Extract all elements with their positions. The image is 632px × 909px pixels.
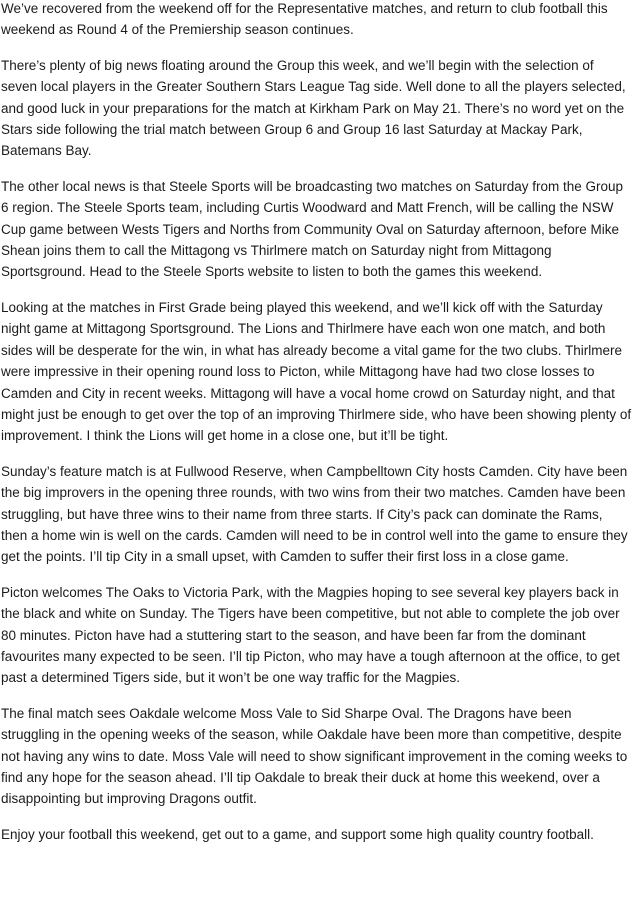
paragraph-broadcast: The other local news is that Steele Sports will be broadcasting two matches on Saturday from the Group 6 region. The Steele Sports team, including Curtis Woodward and Matt French, will be calling the NSW Cup game between Wests Tigers and Norths from Community Oval on Saturday afternoon, before Mike Shean joins them to call the Mittagong vs Thirlmere match on Saturday night from Mittagong Sportsground. Head to the Steele Sports website to listen to both the games this weekend. [1,178,624,280]
paragraph-stars-selection: There’s plenty of big news floating around the Group this week, and we’ll begin with the selection of seven local players in the Greater Southern Stars League Tag side. Well done to all the players selected, and good luck in your preparations for the match at Kirkham Park on May 21. There’s no word yet on the Stars side following the trial match between Group 6 and Group 16 last Saturday at Mackay Park, Batemans Bay. [1,57,626,159]
paragraph-picton-oaks: Picton welcomes The Oaks to Victoria Park, with the Magpies hoping to see several key players back in the black and white on Sunday. The Tigers have been competitive, but not able to complete the job over 80 minutes. Picton have had a stuttering start to the season, and have been far from the dominant favourites many expected to be seen. I’ll tip Picton, who may have a tough afternoon at the office, to get past a determined Tigers side, but it won’t be one way traffic for the Magpies. [1,584,620,686]
paragraph-closing: Enjoy your football this weekend, get out to a game, and support some high quality country football. [1,826,594,842]
paragraph-intro: We’ve recovered from the weekend off for the Representative matches, and return to club football this weekend as Round 4 of the Premiership season continues. [1,1,608,38]
paragraph-mittagong-thirlmere: Looking at the matches in First Grade being played this weekend, and we’ll kick off with the Saturday night game at Mittagong Sportsground. The Lions and Thirlmere have each won one match, and both sides will be desperate for the win, in what has already become a vital game for the two clubs. Thirlmere were impressive in their opening round loss to Picton, while Mittagong have had two close losses to Camden and City in recent weeks. Mittagong will have a vocal home crowd on Saturday night, and that might just be enough to get over the top of an improving Thirlmere side, who have been showing plenty of improvement. I think the Lions will get home in a close one, but it’ll be tight. [1,299,632,444]
paragraph-oakdale-mossvale: The final match sees Oakdale welcome Moss Vale to Sid Sharpe Oval. The Dragons have been struggling in the opening weeks of the season, while Oakdale have been more than competitive, despite not having any wins to date. Moss Vale will need to show significant improvement in the coming weeks to find any hope for the season ahead. I’ll tip Oakdale to break their duck at home this weekend, over a disappointing but improving Dragons outfit. [1,705,628,807]
paragraph-city-camden: Sunday’s feature match is at Fullwood Reserve, when Campbelltown City hosts Camden. City have been the big improvers in the opening three rounds, with two wins from their two matches. Camden have been struggling, but have three wins to their name from three starts. If City’s pack can dominate the Rams, then a home win is well on the cards. Camden will need to be in control well into the game to ensure they get the points. I’ll tip City in a small upset, with Camden to suffer their first loss in a close game. [1,463,628,565]
